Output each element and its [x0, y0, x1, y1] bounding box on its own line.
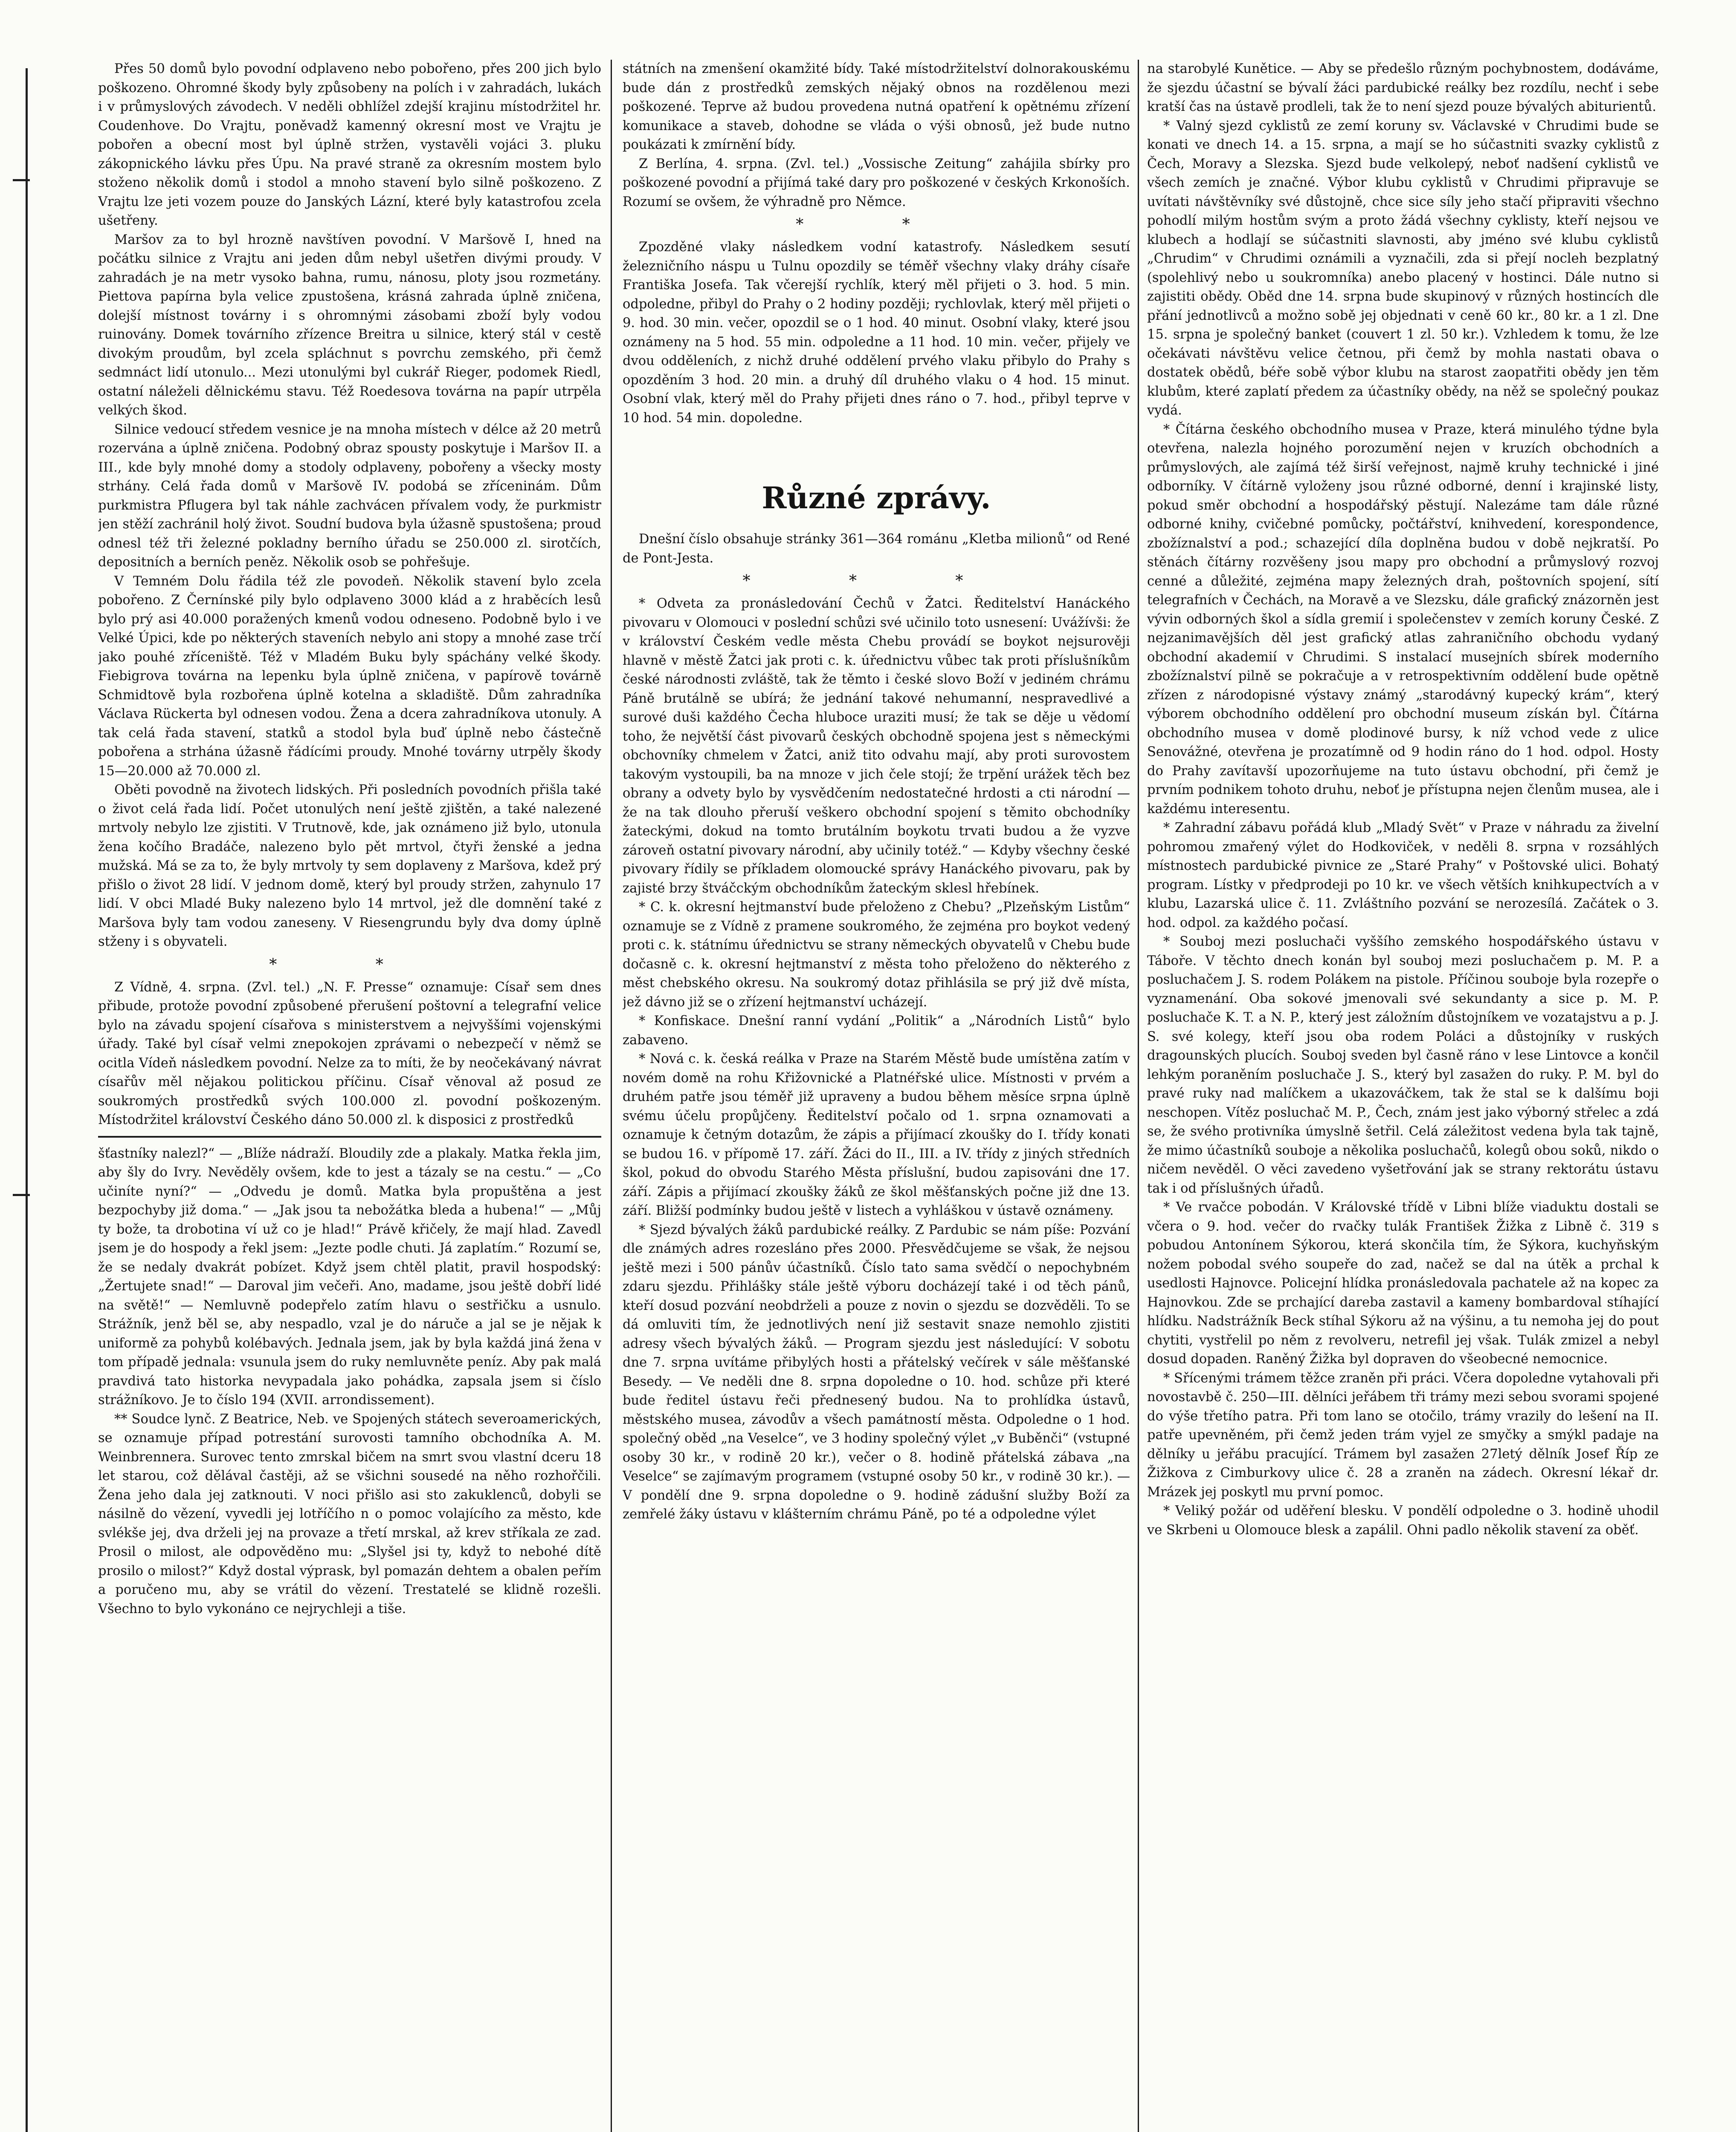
- column-right: [1147, 60, 1659, 2132]
- column-divider: [1138, 60, 1139, 2132]
- article-paragraph: * Odveta za pronásledování Čechů v Žatci. Ředitelství Hanáckého pivovaru v Olomouci v poslední schůzi své učinilo toto usnesení: Uvážívši: že v království Českém vedle města Chebu provádí se boykot nejsurověji hlavně v městě Žatci jak proti c. k. úřednictvu vůbec tak proti příslušníkům české národnosti zvláště, tak že těmto i české slovo Boží v jediném chrámu Páně brutálně se ubírá; že jednání takové nehumanní, nespravedlivé a surové duši každého Čecha hluboce uraziti musí; že tak se děje u vědomí toho, že největší část pivovarů českých obchodně spojena jest s německými obchovníky chmelem v Žatci, aniž tito odvahu mají, aby proti surovostem takovým vystoupili, ba na mnoze v jich čele stojí; že trpění urážek těch bez obrany a odvety bylo by vysvědčením nedostatečné hrdosti a cti národní — že na tak dlouho přeruší veškero obchodní spojení s těmito obchodníky žateckými, dokud na tomto brutálním boykotu trvati budou a že vyzve zároveň ostatní pivovary národní, aby učinily totéž.“ — Kdyby všechny české pivovary řídily se příkladem olomoucké správy Hanáckého pivovaru, pak by zajisté brzy štváčckým obchodníkům žateckým sklesl hřebínek.: [623, 596, 1130, 896]
- article-paragraph: ** Soudce lynč. Z Beatrice, Neb. ve Spojených státech severoamerických, se oznamuje případ potrestání surovosti tamního obchodníka A. M. Weinbrennera. Surovec tento zmrskal bičem na smrt svou vlastní dceru 18 let starou, což dělával častěji, až se všichni sousedé na něho rozhořčili. Žena jeho dala jej zatknouti. V noci přišlo asi sto zakuklenců, dobyli se násilně do vězení, vyvedli jej lotříčího n o pomoc volajícího za město, kde svlékše jej, dva drželi jej na provaze a třetí mrskal, až krev stříkala ze zad. Prosil o milost, ale odpověděno mu: „Slyšel jsi ty, když to nebohé dítě prosilo o milost?“ Když dostal výprask, byl pomazán dehtem a obalen peřím a poručeno mu, aby se vrátil do vězení. Trestatelé se klidně rozešli. Všechno to bylo vykonáno ce nejrychleji a tiše.: [98, 1411, 601, 1616]
- article-paragraph: státních na zmenšení okamžité bídy. Také místodržitelství dolnorakouskému bude dán z prostředků zemských nějaký obnos na rozdělenou mezi poškozené. Teprve až budou provedena nutná opatření k opětnému zřízení komunikace a staveb, dohodne se vláda o výši obnosů, jež bude nutno poukázati k zmírnění bídy.: [623, 61, 1130, 152]
- article-paragraph: * Čítárna českého obchodního musea v Praze, která minulého týdne byla otevřena, nalezla hojného porozumění nejen v kruzích obchodních a průmyslových, ale zajímá též širší veřejnost, najmě kruhy technické i jiné odborníky. V čítárně vyloženy jsou různé odborné, denní i krajinské listy, pokud směr obchodní a hospodářský pěstují. Nalezáme tam dále různé odborné knihy, cvičebné pomůcky, počtářství, knihvedení, korespondence, zbožíznalství a pod.; schazející díla doplněna budou v době nejkratší. Po stěnách čítárny rozvěšeny jsou mapy pro obchodní a průmyslový rozvoj cenné a důležité, zejména mapy železných drah, poštovních spojení, sítí telegrafních v Čechách, na Moravě a ve Slezsku, dále grafický znázorněn jest vývin odborných škol a sídla gremií i společenstev v zemích koruny České. Z nejzanimavějších děl jest grafický atlas zahraničního obchodu vydaný obchodní akademií v Chrudimi. S instalací musejních sbírek moderního zbožíznalství pilně se pokračuje a v retrospektivním oddělení bude opětně zřízen z národopisné výstavy známý „starodávný kupecký krám“, který výborem obchodního oddělení pro obchodní museum získán byl. Čítárna obchodního musea v domě plodinové bursy, k níž vchod vede z ulice Senovážné, otevřena je prozatímně od 9 hodin ráno do 1 hod. odpol. Hosty do Prahy zavítavší upozorňujeme na tuto ústavu obchodní, při čemž je prvním podnikem tohoto druhu, neboť je přístupna nejen členům musea, ale i každému interesentu.: [1147, 422, 1659, 817]
- page-binding-edge: [26, 68, 28, 2132]
- article-paragraph: V Temném Dolu řádila též zle povodeň. Několik stavení bylo zcela pobořeno. Z Černínské pily bylo odplaveno 3000 klád a z hraběcích lesů bylo prý asi 40.000 poražených kmenů vodou odneseno. Podobně bylo i ve Velké Úpici, kde po některých staveních nebylo ani stopy a mnohé zase trčí jako pouhé zříceniště. Též v Mladém Buku byly spáchány velké škody. Fiebigrova továrna na lepenku byla úplně zničena, v papírově továrně Schmidtově byla rozbořena úplně kotelna a skladiště. Dům zahradníka Václava Rückerta byl odnesen vodou. Žena a dcera zahradníkova utonuly. A tak celá řada stavení, statků a stodol byla buď úplně nebo částečně pobořena a strhána úžasně řádícími proudy. Mnohé továrny utrpěly škody 15—20.000 až 70.000 zl.: [98, 574, 601, 779]
- article-paragraph: Zpozděné vlaky následkem vodní katastrofy. Následkem sesutí železničního náspu u Tulnu opozdily se téměř všechny vlaky dráhy císaře Františka Josefa. Tak včerejší rychlík, který měl přijeti o 3. hod. 5 min. odpoledne, přibyl do Prahy o 2 hodiny později; rychlovlak, který měl přijeti o 9. hod. 30 min. večer, opozdil se o 1 hod. 40 minut. Osobní vlaky, které jsou oznámeny na 5 hod. 55 min. odpoledne a 11 hod. 10 min. večer, přijely ve dvou odděleních, z nichž druhé oddělení prvého vlaku přibylo do Prahy s opozděním 3 hod. 20 min. a druhý díl druhého vlaku o 4 hod. 15 minut. Osobní vlak, který měl do Prahy přijeti dnes ráno o 7. hod., přibyl teprve v 10 hod. 54 min. dopoledne.: [623, 240, 1130, 426]
- article-paragraph: * C. k. okresní hejtmanství bude přeloženo z Chebu? „Plzeňským Listům“ oznamuje se z Vídně z pramene soukromého, že zejména pro boykot vedený proti c. k. státnímu úřednictvu se strany německých obyvatelů v Chebu bude dočasně c. k. okresní hejtmanství z města toho přeloženo do některého z měst chebského okresu. Na soukromý dotaz přihlásila se prý již dvě místa, jež dávno již se o zřízení hejtmanství ucházejí.: [623, 900, 1130, 1010]
- section-divider: [98, 1136, 601, 1138]
- article-paragraph: na starobylé Kunětice. — Aby se předešlo různým pochybnostem, dodáváme, že sjezdu účastní se bývalí žáci pardubické reálky bez rozdílu, nechť i sebe kratší čas na ústavě prodleli, tak že to není sjezd pouze bývalých abiturientů.: [1147, 61, 1659, 114]
- article-paragraph: * Sřícenými trámem těžce zraněn při práci. Včera dopoledne vytahovali při novostavbě č. 250—III. dělníci jeřábem tři trámy mezi sebou svorami spojené do výše třetího patra. Při tom lano se otočilo, trámy vrazily do lešení na II. patře upevněném, při čemž jeden trám vyjel ze smyčky a smýkl padaje na dělníky u jeřábu pracující. Trámem byl zasažen 27letý dělník Josef Říp ze Žižkova z Cimburkovy ulice č. 28 a zraněn na zádech. Okresní lékař dr. Mrázek jej poskytl mu první pomoc.: [1147, 1370, 1659, 1500]
- binding-mark: [13, 179, 30, 181]
- column-divider: [611, 60, 612, 2132]
- column-left: [98, 60, 601, 2132]
- article-paragraph: * Nová c. k. česká reálka v Praze na Starém Městě bude umístěna zatím v novém domě na rohu Křižovnické a Platnéřské ulice. Místnosti v prvém a druhém patře jsou téměř již upraveny a budou během měsíce srpna úplně svému účelu propůjčeny. Ředitelství počalo od 1. srpna oznamovati a oznamuje k četným dotazům, že zápis a přijímací zkoušky do I. třídy konati se budou 16. v přípomě 17. září. Žáci do II., III. a IV. třídy z jiných středních škol, pokud do obvodu Starého Města příslušní, budou zapisováni dne 17. září. Zápis a přijímací zkoušky žáků ze škol měšťanských počne již dne 13. září. Bližší podmínky budou ještě v listech a vyhláškou v ústavě oznámeny.: [623, 1052, 1130, 1218]
- article-paragraph: Dnešní číslo obsahuje stránky 361—364 románu „Kletba milionů“ od René de Pont-Jesta.: [623, 532, 1130, 566]
- asterism-separator: * *: [796, 216, 957, 233]
- article-paragraph: Maršov za to byl hrozně navštíven povodní. V Maršově I, hned na počátku silnice z Vrajtu ani jeden dům nebyl ušetřen divými proudy. V zahradách je na metr vysoko bahna, rumu, nánosu, ploty jsou rozmetány. Piettova papírna byla velice zpustošena, krásná zahrada úplně zničena, dolejší místnost továrny i s ohromnými zásobami zboží byly vodou ruinovány. Domek továrního zřízence Breitra u silnice, který stál v cestě divokým proudům, byl zcela spláchnut s povrchu zemského, při čemž sedmnáct lidí utonulo... Mezi utonulými byl cukrář Rieger, podomek Riedl, ostatní náleželi dělnickému stavu. Též Roedesova továrna na papír utrpěla velkých škod.: [98, 232, 601, 418]
- article-paragraph: Oběti povodně na životech lidských. Při posledních povodních přišla také o život celá řada lidí. Počet utonulých není ještě zjištěn, a také nalezené mrtvoly nebylo lze zjistiti. V Trutnově, kde, jak oznámeno již bylo, utonula žena kočího Bradáče, nalezeno bylo pět mrtvol, čtyři ženské a jedna mužská. Má se za to, že byly mrtvoly ty sem doplaveny z Maršova, kdež prý přišlo o život 28 lidí. V jednom domě, který byl proudy stržen, zahynulo 17 lidí. V obci Mladé Buky nalezeno bylo 14 mrtvol, jež dle domnění také z Maršova byly tam vodou zaneseny. V Riesengrundu byly dva domy úplně stženy i s obyvateli.: [98, 782, 601, 949]
- asterism-separator: * * *: [742, 572, 1010, 590]
- article-paragraph: * Souboj mezi posluchači vyššího zemského hospodářského ústavu v Táboře. V těchto dnech konán byl souboj mezi posluchačem p. M. P. a posluchačem J. S. rodem Polákem na pistole. Příčinou souboje byla rozepře o vyznamenání. Oba sokové jmenovali své sekundanty a sice p. M. P. posluchače K. T. a N. P., který jest záložním důstojníkem ve vozatajstvu a p. J. S. své kolegy, kteří jsou oba rodem Poláci a důstojníky v ruských dragounských plucích. Souboj sveden byl časně ráno v lese Lintovce a končil lehkým poraněním posluchače J. S., který byl zasažen do ruky. P. M. byl do pravé ruky nad malíčkem a ukazováčkem, tak že stal se k dalšímu boji neschopen. Vítěz posluchač M. P., Čech, znám jest jako výborný střelec a zdá se, že svého protivníka úmyslně šetřil. Celá záležitost vedena byla tak tajně, že mimo účastníků souboje a několika posluchačů, kolegů obou soků, nikdo o ničem nevěděl. O věci zavedeno vyšetřování jak se strany rektorátu ústavu tak i od příslušných úřadů.: [1147, 934, 1659, 1196]
- article-paragraph: Z Berlína, 4. srpna. (Zvl. tel.) „Vossische Zeitung“ zahájila sbírky pro poškozené povodní a přijímá také dary pro poškozené v českých Krkonoších. Rozumí se ovšem, že výhradně pro Němce.: [623, 156, 1130, 209]
- section-heading: Různé zprávy.: [762, 480, 991, 516]
- article-paragraph: * Ve rvačce pobodán. V Královské třídě v Libni blíže viaduktu dostali se včera o 9. hod. večer do rvačky tulák František Žižka z Libně č. 319 s pobudou Antonínem Sýkorou, která skončila tím, že Sýkora, kuchyňským nožem pobodal svého soupeře do zad, načež se dal na útěk a prchal k usedlosti Hajnovce. Policejní hlídka pronásledovala pachatele až na kopec za Hajnovkou. Zde se prchající dareba zastavil a kameny bombardoval stíhající hlídku. Nadstrážník Beck stíhal Sýkoru až na výšinu, a tu nemoha jej do pout chytiti, vystřelil po něm z revolveru, netrefil jej však. Tulák zmizel a nebyl dosud dopaden. Raněný Žižka byl dopraven do všeobecné nemocnice.: [1147, 1200, 1659, 1367]
- article-paragraph: * Sjezd bývalých žáků pardubické reálky. Z Pardubic se nám píše: Pozvání dle známých adres rozesláno přes 2000. Přesvědčujeme se však, že nejsou ještě mezi i 500 pánův účastníků. Číslo tato sama svědčí o nepochybném zdaru sjezdu. Přihlášky stále ještě výboru docházejí také i od těch pánů, kteří dosud pozvání neobdrželi a pouze z novin o sjezdu se dozvěděli. To se dá omluviti tím, že jednotlivých není již sestavit snaze nemohlo zjistiti adresy všech bývalých žáků. — Program sjezdu jest následující: V sobotu dne 7. srpna uvítáme přibylých hosti a přátelský večírek v sále měšťanské Besedy. — Ve neděli dne 8. srpna dopoledne o 10. hod. schůze při které bude ředitel ústavu řeči přednesený budou. Na to prohlídka ústavů, městského musea, závodův a všech památností města. Odpoledne o 1 hod. společný oběd „na Veselce“, ve 3 hodiny společný výlet „v Buběnči“ (vstupné osoby 30 kr., v rodině 20 kr.), večer o 8. hodině přátelská zábava „na Veselce“ se zajímavým programem (vstupné osoby 50 kr., v rodině 30 kr.). — V pondělí dne 9. srpna dopoledne o 9. hodině zádušní služby Boží za zemřelé žáky ústavu v klášterním chrámu Páně, po té a odpoledne výlet: [623, 1222, 1130, 1522]
- column-middle: [623, 60, 1130, 2132]
- article-paragraph: * Valný sjezd cyklistů ze zemí koruny sv. Václavské v Chrudimi bude se konati ve dnech 14. a 15. srpna, a mají se ho súčastniti svazky cyklistů z Čech, Moravy a Slezska. Sjezd bude velkolepý, neboť nadšení cyklistů ve všech zemích je značné. Výbor klubu cyklistů v Chrudimi připravuje se uvítati návštěvníky své důstojně, chce sice síly jeho stačí připraviti všechno pohodlí milým hostům svým a proto žádá všechny cyklisty, kteří nejsou ve klubech a hodlají se súčastniti slavnosti, aby jméno své klubu cyklistů „Chrudim“ v Chrudimi oznámili a vyznačili, zda si přejí nocleh bezplatný (spolehlivý nebo u soukromníka) anebo placený v hostinci. Dále nutno si zajistiti obědy. Oběd dne 14. srpna bude skupinový v různých hostincích dle přání jednotlivců a možno sobě jej objednati v ceně 60 kr., 80 kr. a 1 zl. Dne 15. srpna je společný banket (couvert 1 zl. 50 kr.). Vzhledem k tomu, že lze očekávati návštěvu velice četnou, při čemž by mohla nastati obava o dostatek obědů, béře sobě výbor klubu na starost zaopatřiti obědy jen těm klubům, které zaplatí předem za účastníky obědy, na něž se společný poukaz vydá.: [1147, 118, 1659, 418]
- article-paragraph: Silnice vedoucí středem vesnice je na mnoha místech v délce až 20 metrů rozervána a úplně zničena. Podobný obraz spousty poskytuje i Maršov II. a III., kde byly mnohé domy a stodoly odplaveny, pobořeny a všecky mosty strhány. Celá řada domů v Maršově IV. podobá se zříceninám. Dům purkmistra Pflugera byl tak náhle zachvácen přívalem vody, že purkmistr jen stěží zachránil holý život. Soudní budova byla úžasně spustošena; proud odnesl též tři železné pokladny berního úřadu se 250.000 zl. sirotčích, depositních a berních peněz. Několik osob se pohřešuje.: [98, 422, 601, 570]
- article-paragraph: Z Vídně, 4. srpna. (Zvl. tel.) „N. F. Presse“ oznamuje: Císař sem dnes přibude, protože povodní způsobené přerušení poštovní a telegrafní velice bylo na závadu spojení císařova s ministerstvem a nejvyššími vojenskými úřady. Také byl císař velmi znepokojen zprávami o nebezpečí v němž se ocitla Vídeň následkem povodní. Nelze za to míti, že by neočekávaný návrat císařův měl nějakou politickou příčinu. Císař věnoval až posud ze soukromých prostředků svých 100.000 zl. povodní poškozeným. Místodržitel království Českého dáno 50.000 zl. k disposici z prostředků: [98, 979, 601, 1127]
- binding-mark: [13, 1194, 30, 1196]
- article-paragraph: Přes 50 domů bylo povodní odplaveno nebo pobořeno, přes 200 jich bylo poškozeno. Ohromné škody byly způsobeny na polích i v zahradách, lukách i v průmyslových závodech. V neděli obhlížel zdejší krajinu místodržitel hr. Coudenhove. Do Vrajtu, poněvadž kamenný okresní most ve Vrajtu je pobořen a obecní most byl úplně stržen, vystavěli vojáci 3. pluku zákopnického lávku přes Úpu. Na pravé straně za okresním mostem bylo stoženo několik domů i stodol a mnoho stavení bylo silně poškozeno. Z Vrajtu lze jeti vozem pouze do Janských Lázní, které byly katastrofou zcela ušetřeny.: [98, 61, 601, 228]
- article-paragraph: * Konfiskace. Dnešní ranní vydání „Politik“ a „Národních Listů“ bylo zabaveno.: [623, 1014, 1130, 1048]
- article-paragraph: * Zahradní zábavu pořádá klub „Mladý Svět“ v Praze v náhradu za živelní pohromou zmařený výlet do Hodkoviček, v neděli 8. srpna v rozsáhlých místnostech pardubické pivnice ze „Staré Prahy“ v Poštovské ulici. Bohatý program. Lístky v předprodeji po 10 kr. ve všech větších knihkupectvích a v klubu, Lazarská ulice č. 11. Zvláštního pozvání se nerozesílá. Začátek o 3. hod. odpol. za každého počasí.: [1147, 820, 1659, 930]
- article-paragraph: šťastníky nalezl?“ — „Blíže nádraží. Bloudily zde a plakaly. Matka řekla jim, aby šly do Ivry. Nevěděly ovšem, kde to jest a tázaly se na cestu.“ — „Co učiníte nyní?“ — „Odvedu je domů. Matka byla propuštěna a jest bezpochyby již doma.“ — „Jak jsou ta nebožátka bleda a hubena!“ — „Můj ty bože, ta drobotina ví už co je hlad!“ Právě křičely, že mají hlad. Zavedl jsem je do hospody a řekl jsem: „Jezte podle chuti. Já zaplatím.“ Rozumí se, že se nedaly dvakrát pobízet. Když jsem chtěl platit, pravil hospodský: „Žertujete snad!“ — Daroval jim večeři. Ano, madame, jsou ještě dobří lidé na světě!“ — Nemluvně podepřelo zatím hlavu o sestřičku a usnulo. Strážník, jenž běl se, aby nespadlo, vzal je do náruče a jal se je nějak k uniformě za pohybů kolébavých. Jednala jsem, jak by byla každá jiná žena v tom případě jednala: vsunula jsem do ruky nemluvněte peníz. Aby pak malá pravdivá tato historka nevypadala jako pohádka, zapsala jsem si číslo strážníkovo. Je to číslo 194 (XVII. arrondissement).: [98, 1146, 601, 1408]
- asterism-separator: * *: [269, 956, 430, 973]
- article-paragraph: * Veliký požár od uděření blesku. V pondělí odpoledne o 3. hodině uhodil ve Skrbeni u Olomouce blesk a zapálil. Ohni padlo několik stavení za oběť.: [1147, 1503, 1659, 1538]
